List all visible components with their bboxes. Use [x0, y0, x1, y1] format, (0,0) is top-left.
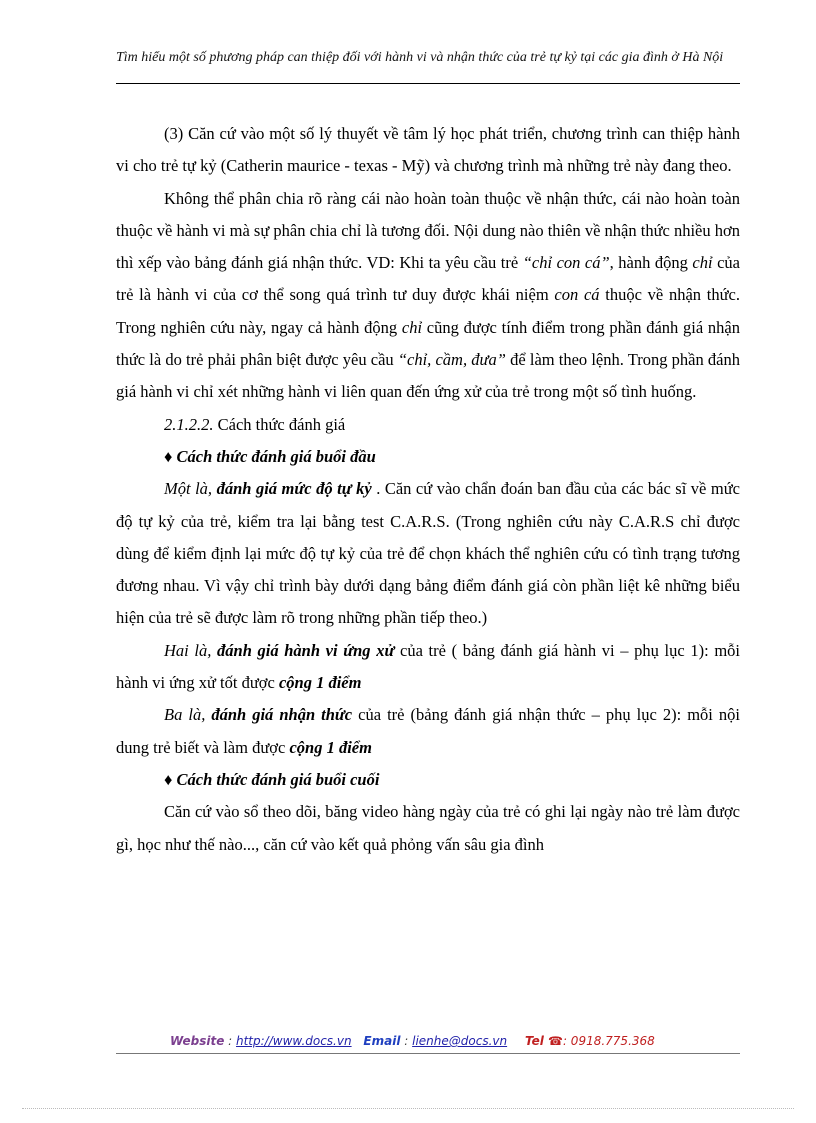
paragraph-1: (3) Căn cứ vào một số lý thuyết về tâm lý học phát triển, chương trình can thiệp hành vi cho trẻ tự kỷ (Catherin maurice - texas - Mỹ) và chương trình mà những trẻ này đang theo.: [116, 124, 740, 176]
paragraph-5: Ba là, đánh giá nhận thức của trẻ (bảng đánh giá nhận thức – phụ lục 2): mỗi nội dung trẻ biết và làm được cộng 1 điểm: [116, 705, 740, 757]
bullet-heading-first: ♦ Cách thức đánh giá buổi đầu: [164, 446, 376, 466]
document-body: [116, 118, 740, 861]
phone-label: Tel ☎: [524, 1034, 563, 1048]
bullet-heading-last: ♦ Cách thức đánh giá buổi cuối: [164, 769, 380, 789]
section-number: 2.1.2.2.: [164, 414, 214, 434]
section-heading: [116, 409, 740, 441]
header-title: Tìm hiểu một số phương pháp can thiệp đối với hành vi và nhận thức của trẻ tự kỷ tại các gia đình ở Hà Nội: [116, 50, 724, 65]
section-title: Cách thức đánh giá: [213, 414, 346, 434]
website-label: Website: [170, 1034, 225, 1048]
paragraph-3: Một là, đánh giá mức độ tự kỷ . Căn cứ vào chẩn đoán ban đầu của các bác sĩ về mức độ tự kỷ của trẻ, kiểm tra lại bằng test C.A.R.S. (Trong nghiên cứu này C.A.R.S chỉ được dùng để kiểm định lại mức độ tự kỷ của trẻ để chọn khách thể nghiên cứu có tình trạng tương đương nhau. Vì vậy chỉ trình bày dưới dạng bảng điểm đánh giá còn phần liệt kê những biểu hiện của trẻ sẽ được làm rõ trong những phần tiếp theo.): [116, 479, 741, 628]
website-link[interactable]: http://www.docs.vn: [236, 1034, 352, 1048]
paragraph-4: Hai là, đánh giá hành vi ứng xử của trẻ ( bảng đánh giá hành vi – phụ lục 1): mỗi hành vi ứng xử tốt được cộng 1 điểm: [116, 640, 740, 693]
page-bottom-edge: [22, 1108, 794, 1109]
email-link[interactable]: lienhe@docs.vn: [412, 1034, 508, 1048]
page-header: [116, 50, 740, 65]
header-divider: [116, 83, 740, 84]
phone-number: : 0918.775.368: [562, 1034, 655, 1048]
paragraph-2: Không thể phân chia rõ ràng cái nào hoàn toàn thuộc về nhận thức, cái nào hoàn toàn thuộc về hành vi mà sự phân chia chỉ là tương đối. Nội dung nào thiên về nhận thức nhiều hơn thì xếp vào bảng đánh giá nhận thức. VD: Khi ta yêu cầu trẻ “chỉ con cá”, hành động chỉ của trẻ là hành vi của cơ thể song quá trình tư duy được khái niệm con cá thuộc về nhận thức. Trong nghiên cứu này, ngay cả hành động chỉ cũng được tính điểm trong phần đánh giá nhận thức là do trẻ phải phân biệt được yêu cầu “chỉ, cầm, đưa” để làm theo lệnh. Trong phần đánh giá hành vi chỉ xét những hành vi liên quan đến ứng xử của trẻ trong một số tình huống.: [116, 188, 741, 402]
footer-divider: [116, 1053, 740, 1054]
paragraph-6: Căn cứ vào sổ theo dõi, băng video hàng ngày của trẻ có ghi lại ngày nào trẻ làm được gì, học như thế nào..., căn cứ vào kết quả phỏng vấn sâu gia đình: [116, 802, 740, 854]
email-label: Email: [363, 1034, 401, 1048]
page-footer: Website : http://www.docs.vn Email : lienhe@docs.vn Tel ☎: 0918.775.368: [170, 1034, 655, 1048]
